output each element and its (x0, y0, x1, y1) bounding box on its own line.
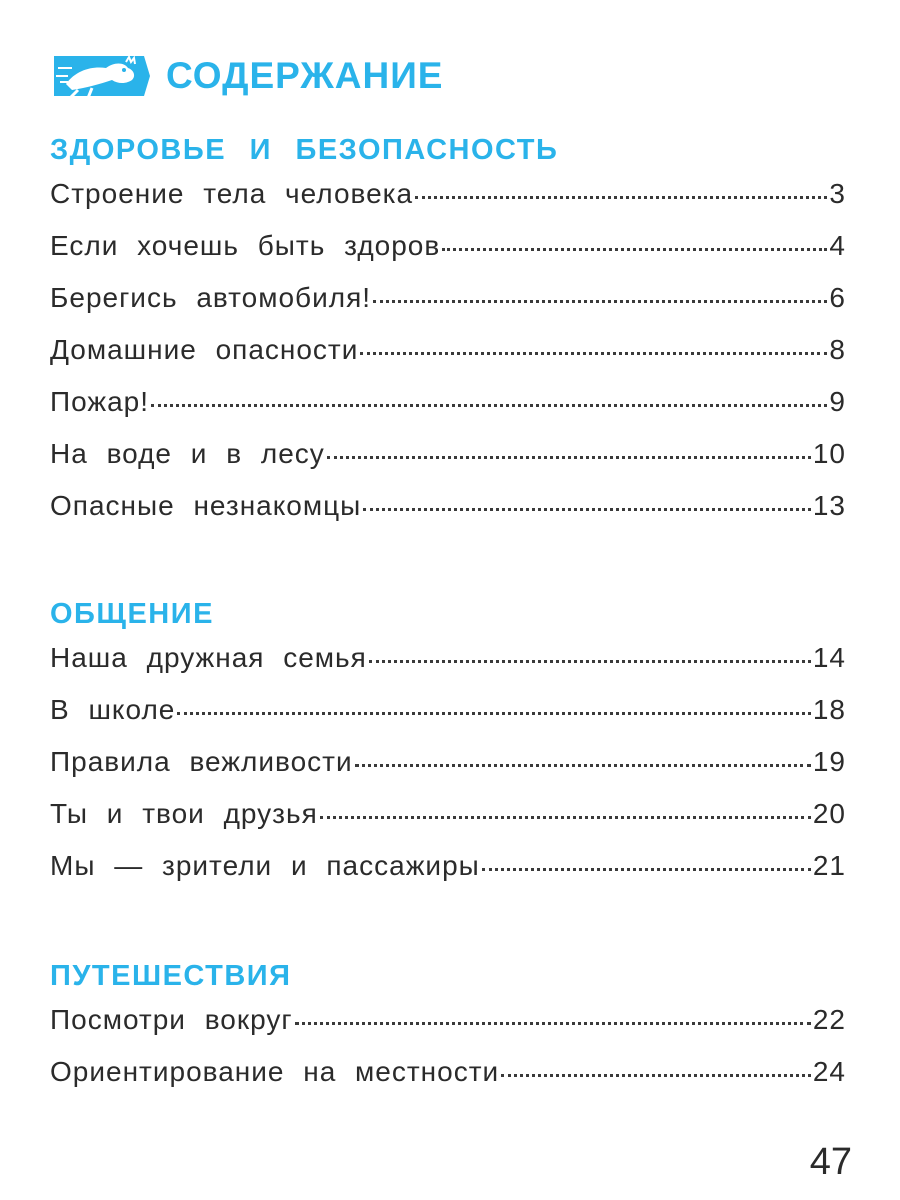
toc-entry-label: Домашние опасности (50, 334, 359, 365)
toc-entry-page: 13 (812, 490, 846, 521)
toc-entry-label: В школе (50, 694, 176, 725)
dot-leader (320, 816, 811, 819)
dot-leader (363, 508, 811, 511)
toc-entry-page: 8 (829, 334, 846, 365)
toc-entry[interactable] (50, 438, 846, 490)
section-title: ПУТЕШЕСТВИЯ (50, 960, 292, 992)
toc-entry-page: 21 (812, 850, 846, 881)
toc-section-travel (50, 954, 846, 1108)
toc-entry[interactable] (50, 746, 846, 798)
toc-entry-label: На воде и в лесу (50, 438, 325, 469)
toc-entry-label: Мы — зрители и пассажиры (50, 850, 480, 881)
toc-entry-label: Правила вежливости (50, 746, 353, 777)
toc-entry[interactable] (50, 798, 846, 850)
toc-entry[interactable] (50, 694, 846, 746)
toc-entry-label: Опасные незнакомцы (50, 490, 362, 521)
toc-entry-label: Если хочешь быть здоров (50, 230, 441, 261)
toc-list (50, 1004, 846, 1108)
toc-entry[interactable] (50, 1056, 846, 1108)
toc-list (50, 642, 846, 902)
toc-entry[interactable] (50, 334, 846, 386)
toc-entry-label: Пожар! (50, 386, 150, 417)
toc-header (48, 48, 443, 104)
page-number: 47 (809, 1141, 852, 1183)
toc-entry[interactable] (50, 282, 846, 334)
toc-entry-page: 18 (812, 694, 846, 725)
dot-leader (295, 1022, 811, 1025)
dot-leader (373, 300, 827, 303)
toc-entry-page: 3 (829, 178, 846, 209)
toc-entry[interactable] (50, 490, 846, 542)
toc-entry-label: Ориентирование на местности (50, 1056, 500, 1087)
toc-entry-label: Строение тела человека (50, 178, 414, 209)
dot-leader (327, 456, 811, 459)
toc-entry-page: 9 (829, 386, 846, 417)
toc-section-health (50, 128, 846, 542)
toc-entry-label: Наша дружная семья (50, 642, 367, 673)
page-title: СОДЕРЖАНИЕ (166, 55, 444, 96)
toc-entry-label: Берегись автомобиля! (50, 282, 372, 313)
dot-leader (501, 1074, 811, 1077)
dot-leader (355, 764, 811, 767)
toc-entry[interactable] (50, 1004, 846, 1056)
toc-entry-label: Посмотри вокруг (50, 1004, 293, 1035)
dot-leader (415, 196, 827, 199)
dot-leader (151, 404, 827, 407)
toc-entry[interactable] (50, 230, 846, 282)
toc-entry-page: 24 (812, 1056, 846, 1087)
toc-entry-page: 14 (812, 642, 846, 673)
running-rooster-icon (48, 50, 152, 102)
toc-entry-page: 20 (812, 798, 846, 829)
toc-entry-page: 10 (812, 438, 846, 469)
toc-entry-label: Ты и твои друзья (50, 798, 318, 829)
toc-entry-page: 6 (829, 282, 846, 313)
toc-entry-page: 19 (812, 746, 846, 777)
section-title: ЗДОРОВЬЕ И БЕЗОПАСНОСТЬ (50, 134, 559, 166)
toc-entry[interactable] (50, 642, 846, 694)
dot-leader (442, 248, 827, 251)
dot-leader (482, 868, 811, 871)
toc-entry-page: 4 (829, 230, 846, 261)
section-title: ОБЩЕНИЕ (50, 598, 214, 630)
dot-leader (369, 660, 811, 663)
dot-leader (177, 712, 810, 715)
dot-leader (360, 352, 827, 355)
toc-entry[interactable] (50, 386, 846, 438)
toc-entry[interactable] (50, 850, 846, 902)
toc-list (50, 178, 846, 542)
toc-entry-page: 22 (812, 1004, 846, 1035)
toc-entry[interactable] (50, 178, 846, 230)
toc-section-communication (50, 592, 846, 902)
